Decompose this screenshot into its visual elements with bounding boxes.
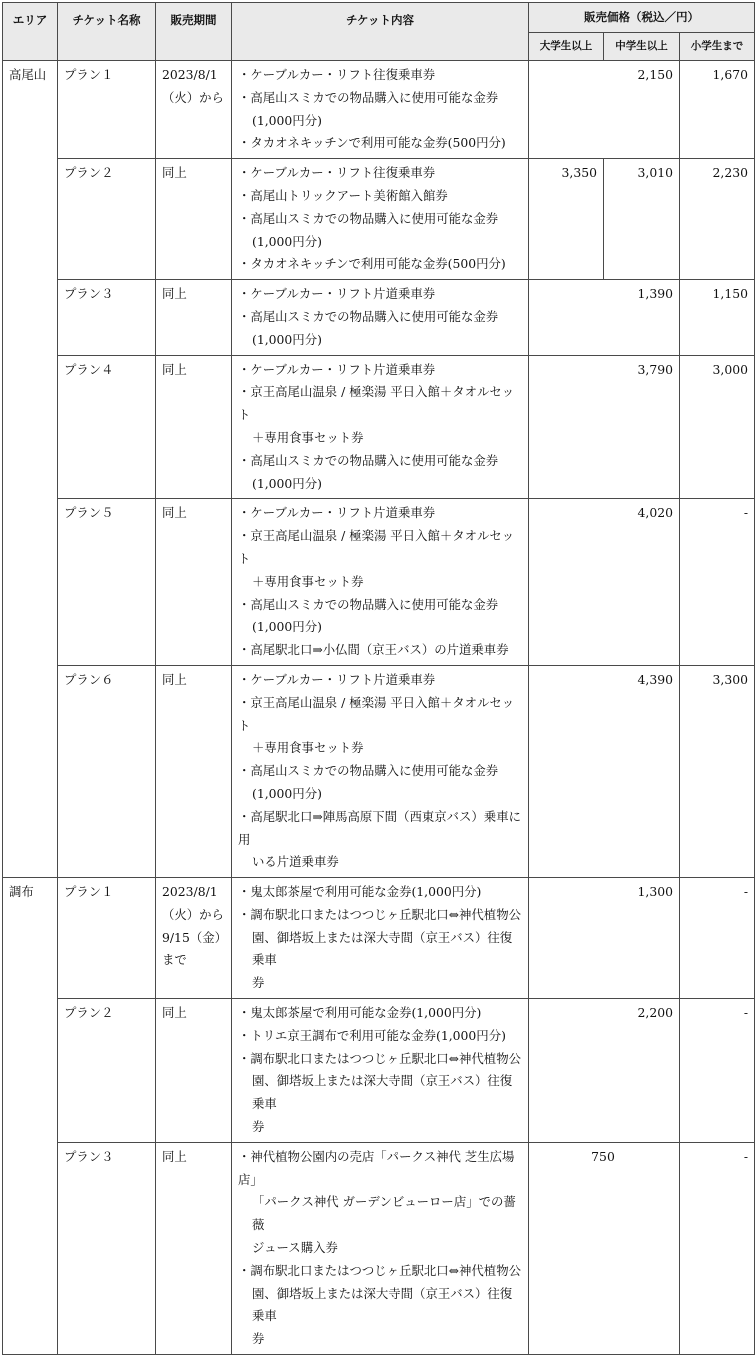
content-line: ＋専用食事セット券 xyxy=(252,573,364,589)
content-line: いる片道乗車券 xyxy=(252,854,339,870)
content-line: ・ケーブルカー・リフト片道乗車券 xyxy=(238,286,436,302)
content-line: ・ケーブルカー・リフト往復乗車券 xyxy=(238,165,436,181)
price-junior-combined: 2,150 xyxy=(529,61,680,159)
period-line: 9/15（金） xyxy=(162,929,227,945)
sales-period: 同上 xyxy=(156,1142,232,1354)
area-takao: 高尾山 xyxy=(3,61,58,878)
content-line: ・タカオネキッチンで利用可能な金券(500円分) xyxy=(238,135,506,151)
content-line: ・鬼太郎茶屋で利用可能な金券(1,000円分) xyxy=(238,884,482,900)
price-child: - xyxy=(680,999,755,1143)
content-line: ・高尾駅北口⇒小仏間（京王バス）の片道乗車券 xyxy=(238,642,509,658)
content-line: ・高尾山スミカでの物品購入に使用可能な金券 xyxy=(238,452,499,468)
content-line: ・京王高尾山温泉 / 極楽湯 平日入館＋タオルセット xyxy=(238,694,515,733)
period-line: 2023/8/1 xyxy=(162,67,218,82)
period-line: 2023/8/1 xyxy=(162,884,218,900)
content-line: (1,000円分) xyxy=(252,619,322,635)
content-line: ・鬼太郎茶屋で利用可能な金券(1,000円分) xyxy=(238,1005,482,1021)
sales-period: 同上 xyxy=(156,665,232,877)
ticket-content xyxy=(232,1142,529,1354)
header-ticket-name: チケット名称 xyxy=(58,3,156,61)
price-junior-combined: 4,020 xyxy=(529,499,680,666)
content-line: ・ケーブルカー・リフト往復乗車券 xyxy=(238,67,436,82)
content-line: ・タカオネキッチンで利用可能な金券(500円分) xyxy=(238,256,506,272)
content-line: ・ケーブルカー・リフト片道乗車券 xyxy=(238,505,436,521)
content-line: (1,000円分) xyxy=(252,331,322,347)
content-line: 園、御塔坂上または深大寺間（京王バス）往復乗車 xyxy=(252,1073,513,1112)
content-line: 「パークス神代 ガーデンビューロー店」での薔薇 xyxy=(252,1194,516,1233)
content-line: ジュース購入券 xyxy=(252,1240,338,1256)
content-line: ・調布駅北口またはつつじヶ丘駅北口⇔神代植物公 xyxy=(238,1050,521,1066)
content-line: ＋専用食事セット券 xyxy=(252,740,364,756)
header-junior: 中学生以上 xyxy=(604,33,680,61)
content-line: ・ケーブルカー・リフト片道乗車券 xyxy=(238,671,436,687)
ticket-name: プラン１ xyxy=(58,878,156,999)
content-line: (1,000円分) xyxy=(252,475,322,491)
ticket-name: プラン４ xyxy=(58,355,156,499)
content-line: ・高尾山スミカでの物品購入に使用可能な金券 xyxy=(238,763,499,779)
content-line: (1,000円分) xyxy=(252,112,322,128)
ticket-name: プラン６ xyxy=(58,665,156,877)
ticket-content xyxy=(232,159,529,280)
content-line: ・高尾山スミカでの物品購入に使用可能な金券 xyxy=(238,210,499,226)
sales-period: 同上 xyxy=(156,159,232,280)
ticket-name: プラン２ xyxy=(58,159,156,280)
price-junior-combined: 1,300 xyxy=(529,878,680,999)
ticket-price-table xyxy=(2,2,755,1355)
content-line: ＋専用食事セット券 xyxy=(252,429,364,445)
sales-period: 同上 xyxy=(156,280,232,355)
header-price: 販売価格（税込／円） xyxy=(529,3,755,33)
price-junior-combined: 1,390 xyxy=(529,280,680,355)
price-child: - xyxy=(680,499,755,666)
area-chofu: 調布 xyxy=(3,878,58,1355)
period-line: まで xyxy=(162,952,187,968)
content-line: 券 xyxy=(252,975,265,991)
ticket-content xyxy=(232,878,529,999)
price-child: 2,230 xyxy=(680,159,755,280)
price-child: - xyxy=(680,1142,755,1354)
header-ticket-content: チケット内容 xyxy=(232,3,529,61)
content-line: ・調布駅北口またはつつじヶ丘駅北口⇔神代植物公 xyxy=(238,1262,521,1278)
sales-period xyxy=(156,61,232,159)
ticket-content xyxy=(232,280,529,355)
price-junior-combined: 750 xyxy=(529,1142,680,1354)
content-line: ・ケーブルカー・リフト片道乗車券 xyxy=(238,361,436,377)
ticket-content xyxy=(232,61,529,159)
content-line: 券 xyxy=(252,1331,265,1347)
content-line: ・高尾山トリックアート美術館入館券 xyxy=(238,187,448,203)
header-univ: 大学生以上 xyxy=(529,33,604,61)
price-child: - xyxy=(680,878,755,999)
content-line: 券 xyxy=(252,1119,265,1135)
content-line: ・トリエ京王調布で利用可能な金券(1,000円分) xyxy=(238,1027,506,1043)
content-line: ・高尾駅北口⇒陣馬高原下間（西東京バス）乗車に用 xyxy=(238,808,521,847)
period-line: （火）から xyxy=(162,906,224,922)
content-line: 園、御塔坂上または深大寺間（京王バス）往復乗車 xyxy=(252,929,513,968)
content-line: ・京王高尾山温泉 / 極楽湯 平日入館＋タオルセット xyxy=(238,384,515,423)
content-line: (1,000円分) xyxy=(252,233,322,249)
period-line: （火）から xyxy=(162,89,224,105)
content-line: ・高尾山スミカでの物品購入に使用可能な金券 xyxy=(238,89,499,105)
ticket-content xyxy=(232,665,529,877)
price-junior-combined: 2,200 xyxy=(529,999,680,1143)
ticket-content xyxy=(232,355,529,499)
sales-period: 同上 xyxy=(156,999,232,1143)
price-junior-combined: 4,390 xyxy=(529,665,680,877)
ticket-name: プラン２ xyxy=(58,999,156,1143)
price-junior: 3,010 xyxy=(604,159,680,280)
ticket-name: プラン５ xyxy=(58,499,156,666)
content-line: 園、御塔坂上または深大寺間（京王バス）往復乗車 xyxy=(252,1285,513,1324)
price-child: 3,000 xyxy=(680,355,755,499)
content-line: ・京王高尾山温泉 / 極楽湯 平日入館＋タオルセット xyxy=(238,528,515,566)
ticket-name: プラン３ xyxy=(58,280,156,355)
header-sales-period: 販売期間 xyxy=(156,3,232,61)
ticket-content xyxy=(232,499,529,666)
ticket-name: プラン１ xyxy=(58,61,156,159)
price-child: 1,670 xyxy=(680,61,755,159)
header-area: エリア xyxy=(3,3,58,61)
content-line: ・調布駅北口またはつつじヶ丘駅北口⇔神代植物公 xyxy=(238,906,521,922)
price-child: 3,300 xyxy=(680,665,755,877)
header-child: 小学生まで xyxy=(680,33,755,61)
content-line: ・神代植物公園内の売店「パークス神代 芝生広場店」 xyxy=(238,1148,515,1187)
price-junior-combined: 3,790 xyxy=(529,355,680,499)
content-line: ・高尾山スミカでの物品購入に使用可能な金券 xyxy=(238,596,499,612)
content-line: (1,000円分) xyxy=(252,785,322,801)
sales-period: 同上 xyxy=(156,355,232,499)
content-line: ・高尾山スミカでの物品購入に使用可能な金券 xyxy=(238,308,499,324)
sales-period xyxy=(156,878,232,999)
price-child: 1,150 xyxy=(680,280,755,355)
price-univ: 3,350 xyxy=(529,159,604,280)
sales-period: 同上 xyxy=(156,499,232,666)
ticket-name: プラン３ xyxy=(58,1142,156,1354)
